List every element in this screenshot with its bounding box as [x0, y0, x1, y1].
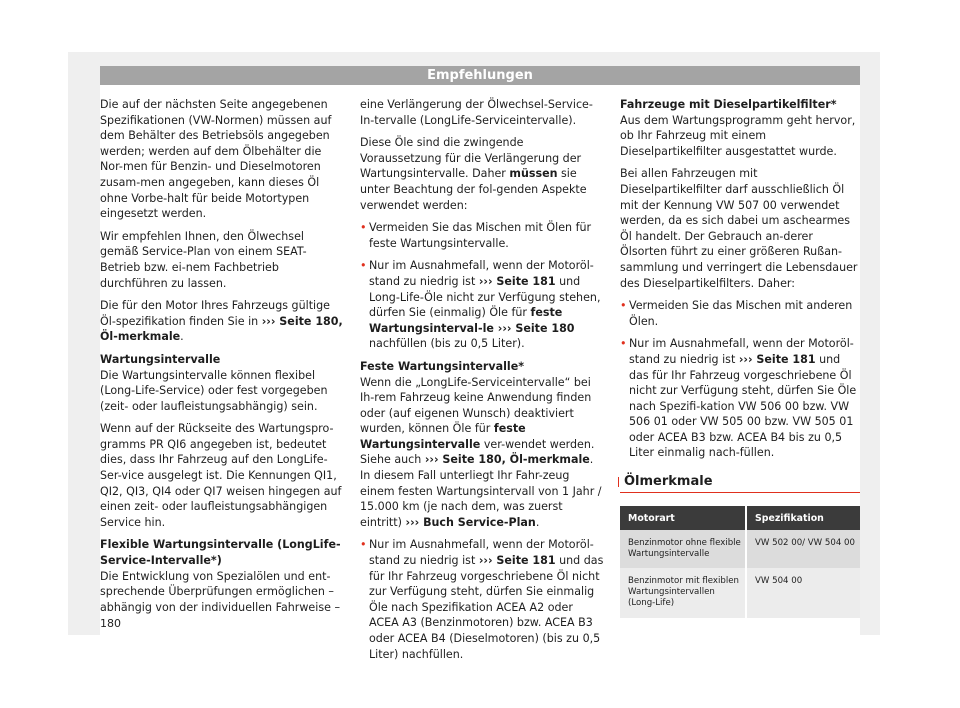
paragraph: [100, 229, 345, 291]
page-number: 180: [100, 617, 121, 630]
bullet-dot-icon: •: [620, 337, 627, 351]
oil-spec-table: [620, 506, 860, 618]
paragraph: Bei allen Fahrzeugen mit Dieselpartikelfilter darf ausschließlich Öl mit der Kennung VW 507 00 verwendet werden, da es sich dabei um aschearmes Öl handelt. Der Gebrauch an-derer Ölsorten führt zu einer größeren Rußan-sammlung und verringert die Lebensdauer des Dieselpartikelfilters. Daher:: [620, 167, 858, 290]
table-header-row: [620, 506, 860, 530]
bullet-dot-icon: •: [360, 221, 367, 235]
paragraph: [360, 375, 604, 531]
bullet-dot-icon: •: [360, 259, 367, 273]
section-header: Empfehlungen: [100, 66, 860, 85]
table-row: [620, 568, 860, 618]
section-title-text: Ölmerkmale: [624, 474, 713, 489]
table-header-cell: Motorart: [620, 506, 746, 530]
text: und das für Ihr Fahrzeug vorgeschriebene Öl nicht zur Verfügung steht, dürfen Sie Öle nach Spezifi-kation VW 506 00 bzw. VW 506 01 oder VW 505 00 bzw. VW 505 01 oder ACEA B3 bzw. ACEA B4 bis zu 0,5 Liter einmalig nach-füllen.: [629, 352, 857, 460]
bullet-text: Vermeiden Sie das Mischen mit anderen Ölen.: [629, 299, 853, 328]
table-row: [620, 530, 860, 568]
paragraph: eine Verlängerung der Ölwechsel-Service-In-tervalle (LongLife-Serviceintervalle).: [360, 98, 593, 127]
column-3: [620, 97, 860, 468]
bullet-text: [629, 336, 860, 461]
bullet-text: [369, 258, 604, 352]
bullet-text: [369, 537, 604, 662]
table-cell: VW 504 00: [746, 568, 860, 618]
paragraph: Die Wartungsintervalle können flexibel (Long-Life-Service) oder fest vorgegeben (zeit- oder laufleistungsabhängig) sein.: [100, 368, 328, 413]
subheading: Wartungsintervalle: [100, 352, 221, 366]
bullet-item: [620, 298, 860, 329]
section-title: [620, 474, 860, 494]
text: Nur im Ausnahmefall, wenn der Motoröl-stand zu niedrig ist: [369, 538, 594, 568]
bullet-dot-icon: •: [620, 299, 627, 313]
page-reference-link[interactable]: ››› Seite 180, Öl-merkmale: [424, 453, 590, 467]
bullet-text: Vermeiden Sie das Mischen mit Ölen für feste Wartungsintervalle.: [369, 221, 592, 250]
book-reference-link[interactable]: ››› Buch Service-Plan: [405, 515, 536, 529]
subheading: Flexible Wartungsintervalle (LongLife-Service-Intervalle*): [100, 538, 341, 568]
text: . In diesem Fall unterliegt Ihr Fahr-zeug einem festen Wartungsintervall von 1 Jahr / 15.000 km (je nach dem, was zuerst eintritt): [360, 453, 602, 529]
paragraph: Wenn auf der Rückseite des Wartungspro-gramms PR QI6 angegeben ist, bedeutet dies, dass Ihr Fahrzeug auf den LongLife-Ser-vice ausgelegt ist. Die Kennungen QI1, QI2, QI3, QI4 oder QI7 weisen hingegen auf einen zeit- oder laufleistungsabhängigen Service hin.: [100, 422, 342, 529]
text: ver-wendet werden. Siehe auch: [360, 437, 595, 467]
bold-text: feste Wartungsintervalle: [360, 422, 526, 451]
column-1: [100, 97, 345, 622]
text: nachfüllen (bis zu 0,5 Liter).: [369, 337, 525, 351]
bullet-item: [360, 537, 604, 662]
text: .: [535, 515, 540, 529]
table-header-cell: Spezifikation: [746, 506, 860, 530]
bold-text: feste Wartungsinterval-le: [369, 306, 563, 335]
text: und das für Ihr Fahrzeug vorgeschriebene Öl nicht zur Verfügung steht, dürfen Sie einmalig Öle nach Spezifikation ACEA A2 oder ACEA A3 (Benzinmotoren) bzw. ACEA B3 oder ACEA B4 (Dieselmotoren) (bis zu 0,5 Liter) nachfüllen.: [369, 554, 604, 661]
text: Die für den Motor Ihres Fahrzeugs gültige Öl-spezifikation finden Sie in: [100, 299, 330, 328]
table-cell: VW 502 00/ VW 504 00: [746, 530, 860, 568]
page-reference-link[interactable]: ››› Seite 181: [738, 352, 816, 366]
bold-text: müssen: [509, 167, 558, 181]
subheading: Feste Wartungsintervalle*: [360, 359, 525, 373]
paragraph: Die Entwicklung von Spezialölen und ent-sprechende Überprüfungen ermöglichen – abhängig von der individuellen Fahrweise –: [100, 569, 340, 614]
subheading: Fahrzeuge mit Dieselpartikelfilter*: [620, 98, 837, 111]
bullet-item: [360, 220, 604, 251]
text: Diese Öle sind die zwingende Voraussetzung für die Verlängerung der Wartungsintervalle. Daher: [360, 136, 582, 181]
bullet-item: [360, 258, 604, 352]
column-2: [360, 97, 604, 669]
text: Wir empfehlen Ihnen, den Ölwechsel gemäß Service-Plan von einem SEAT-Betrieb bzw. ei-nem Fachbetrieb durchführen zu lassen.: [100, 229, 307, 290]
page-reference-link[interactable]: ››› Seite 181: [478, 274, 556, 288]
page-reference-link[interactable]: ››› Seite 180: [493, 321, 575, 335]
section-divider: [620, 492, 860, 493]
paragraph: Aus dem Wartungsprogramm geht hervor, ob Ihr Fahrzeug mit einem Dieselpartikelfilter ausgestattet wurde.: [620, 113, 856, 158]
text: Nur im Ausnahmefall, wenn der Motoröl-stand zu niedrig ist: [629, 337, 854, 366]
table-cell: Benzinmotor mit flexiblen Wartungsintervallen (Long-Life): [620, 568, 746, 618]
paragraph: Die auf der nächsten Seite angegebenen Spezifikationen (VW-Normen) müssen auf dem Behälter des Betriebsöls angegeben werden; werden auf dem Ölbehälter die Nor-men für Benzin- und Dieselmotoren zusam-men angegeben, kann dieses Öl ohne Vorbe-halt für beide Motortypen eingesetzt werden.: [100, 98, 332, 221]
bullet-dot-icon: •: [360, 538, 367, 552]
text: und Long-Life-Öle nicht zur Verfügung stehen, dürfen Sie (einmalig) Öle für: [369, 274, 601, 320]
text: sie unter Beachtung der fol-genden Aspekte verwendet werden:: [360, 167, 587, 212]
paragraph: [100, 298, 345, 345]
table-cell: Benzinmotor ohne flexible Wartungsintervalle: [620, 530, 746, 568]
page-reference-link[interactable]: ››› Seite 180, Öl-merkmale: [100, 314, 343, 344]
text: Wenn die „LongLife-Serviceintervalle“ bei Ih-rem Fahrzeug keine Anwendung finden oder (auf eigenen Wunsch) deaktiviert wurden, können Öle für: [360, 375, 592, 436]
text: Nur im Ausnahmefall, wenn der Motoröl-stand zu niedrig ist: [369, 259, 594, 288]
bullet-item: [620, 336, 860, 461]
text: .: [180, 330, 184, 344]
page-reference-link[interactable]: ››› Seite 181: [478, 554, 556, 568]
paragraph: [360, 135, 604, 213]
